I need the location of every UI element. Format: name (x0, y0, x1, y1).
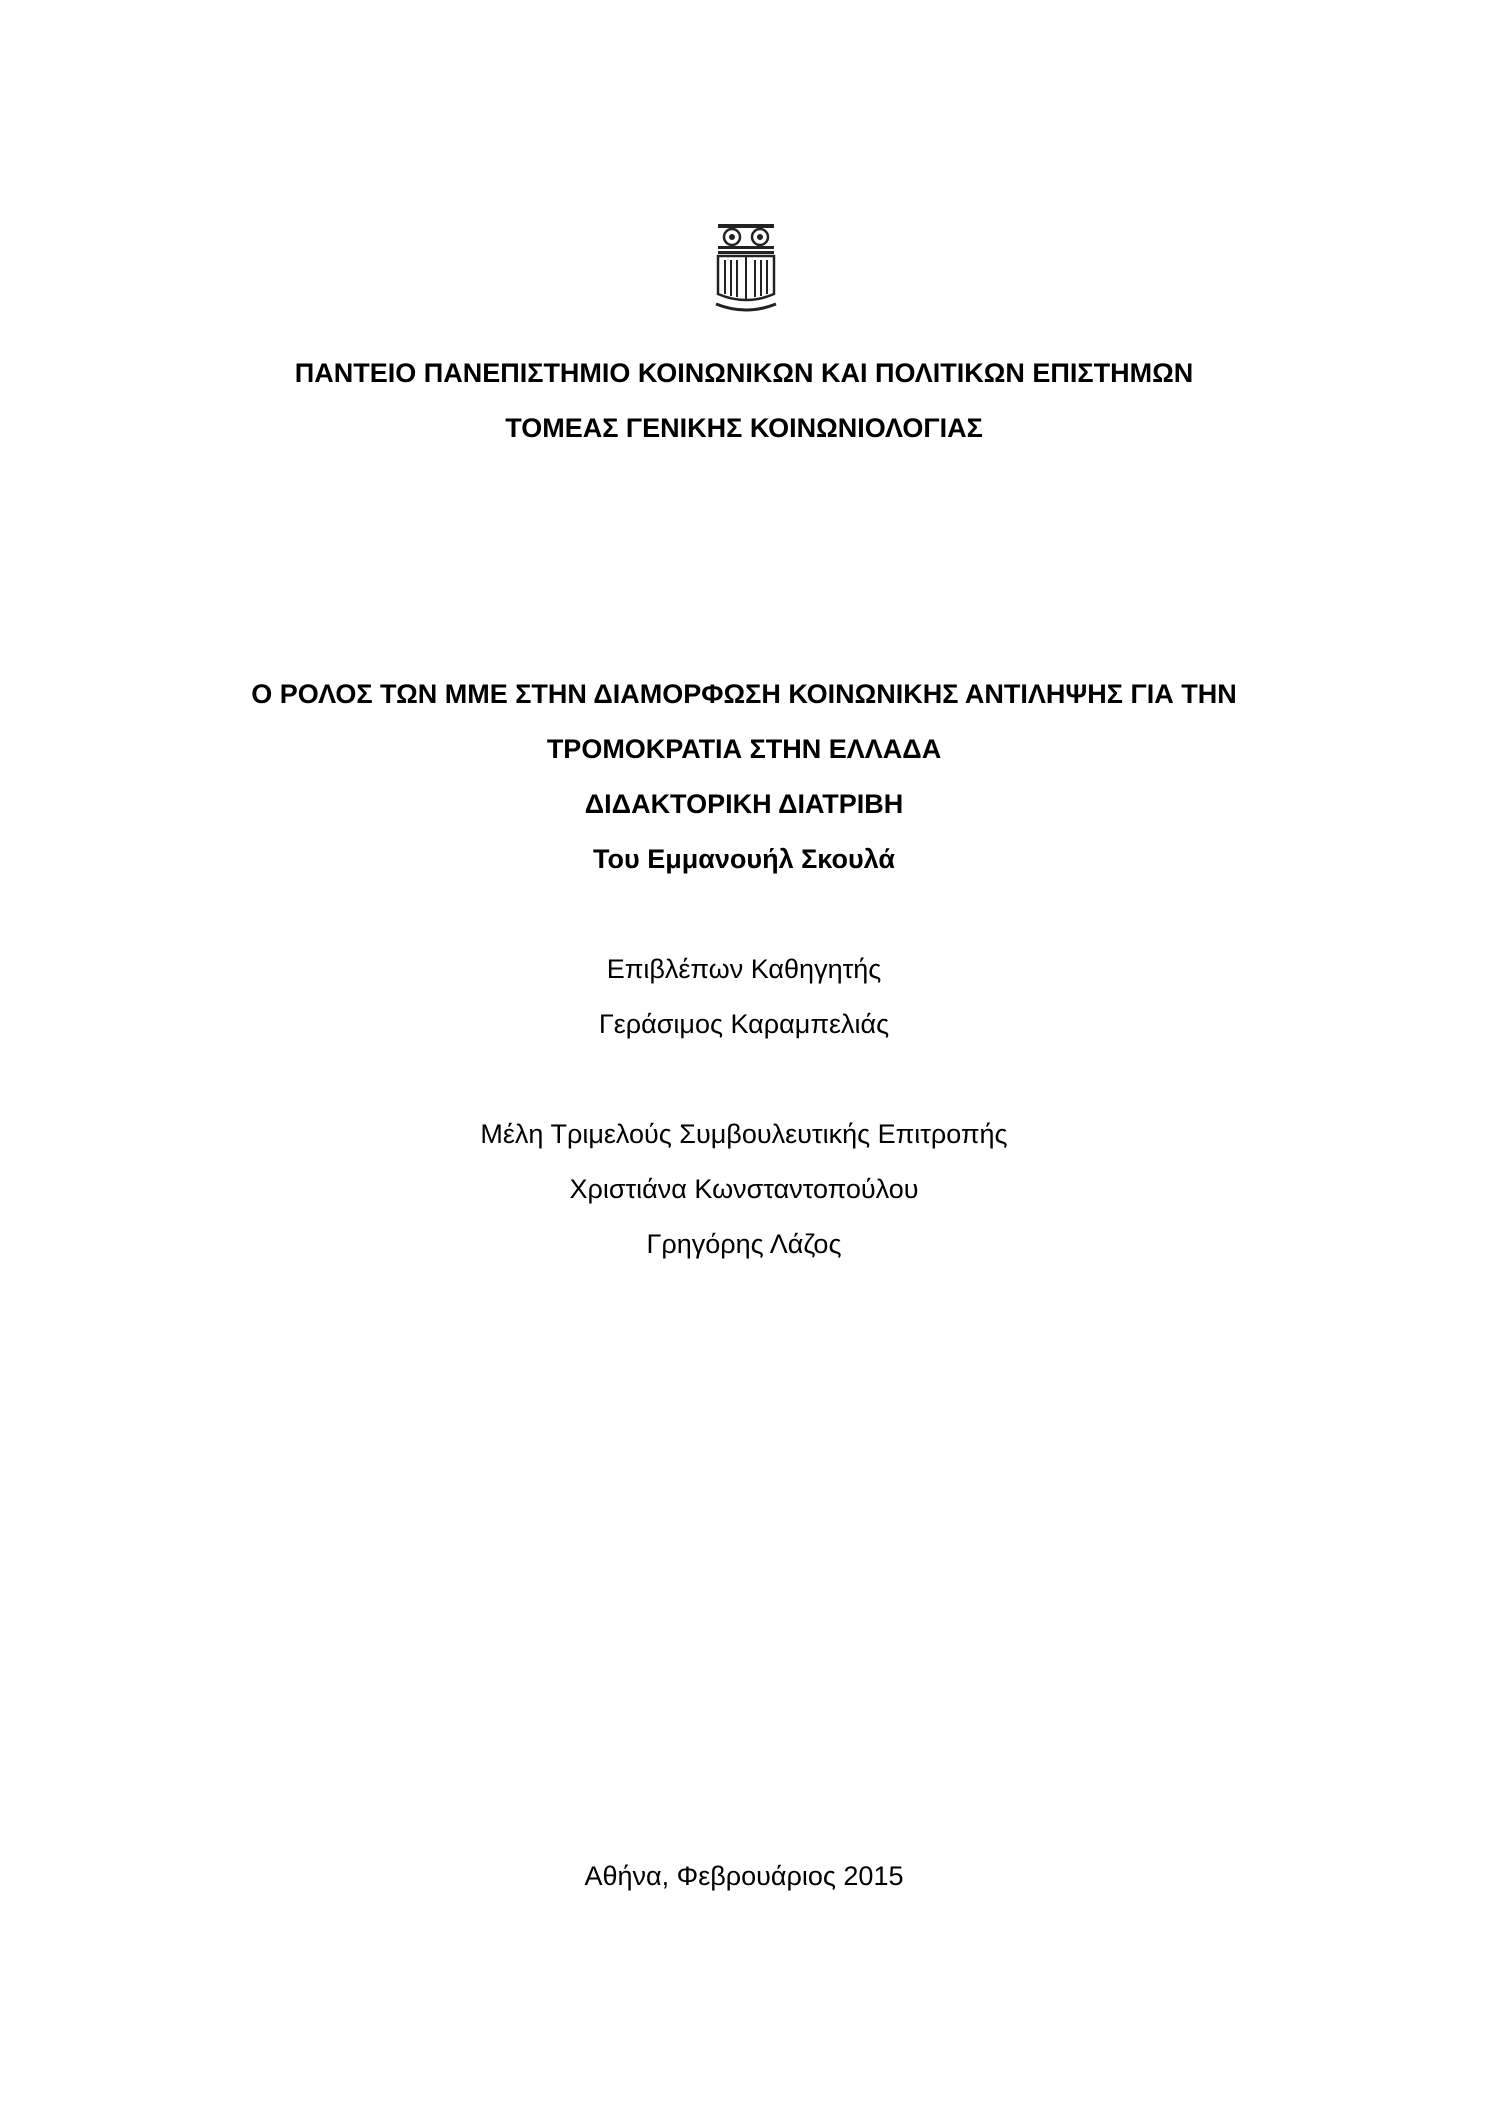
committee-member: Γρηγόρης Λάζος (646, 1229, 842, 1259)
committee-member: Χριστιάνα Κωνσταντοπούλου (569, 1174, 919, 1204)
committee-label: Μέλη Τριμελούς Συμβουλευτικής Επιτροπής (480, 1119, 1008, 1149)
department-name: ΤΟΜΕΑΣ ΓΕΝΙΚΗΣ ΚΟΙΝΩΝΙΟΛΟΓΙΑΣ (505, 413, 983, 443)
university-crest-icon (714, 222, 778, 314)
thesis-title-line-1: Ο ΡΟΛΟΣ ΤΩΝ ΜΜΕ ΣΤΗΝ ΔΙΑΜΟΡΦΩΣΗ ΚΟΙΝΩΝΙΚΗΣ ΑΝΤΙΛΗΨΗΣ ΓΙΑ ΤΗΝ (251, 679, 1237, 709)
author-name: Του Εμμανουήλ Σκουλά (593, 844, 895, 874)
supervisor-label: Επιβλέπων Καθηγητής (606, 954, 882, 984)
place-date: Αθήνα, Φεβρουάριος 2015 (584, 1861, 904, 1891)
supervisor-name: Γεράσιμος Καραμπελιάς (598, 1009, 890, 1039)
document-type: ΔΙΔΑΚΤΟΡΙΚΗ ΔΙΑΤΡΙΒΗ (584, 789, 904, 819)
thesis-title-line-2: ΤΡΟΜΟΚΡΑΤΙΑ ΣΤΗΝ ΕΛΛΑΔΑ (546, 734, 942, 764)
university-name: ΠΑΝΤΕΙΟ ΠΑΝΕΠΙΣΤΗΜΙΟ ΚΟΙΝΩΝΙΚΩΝ ΚΑΙ ΠΟΛΙΤΙΚΩΝ ΕΠΙΣΤΗΜΩΝ (294, 358, 1194, 388)
